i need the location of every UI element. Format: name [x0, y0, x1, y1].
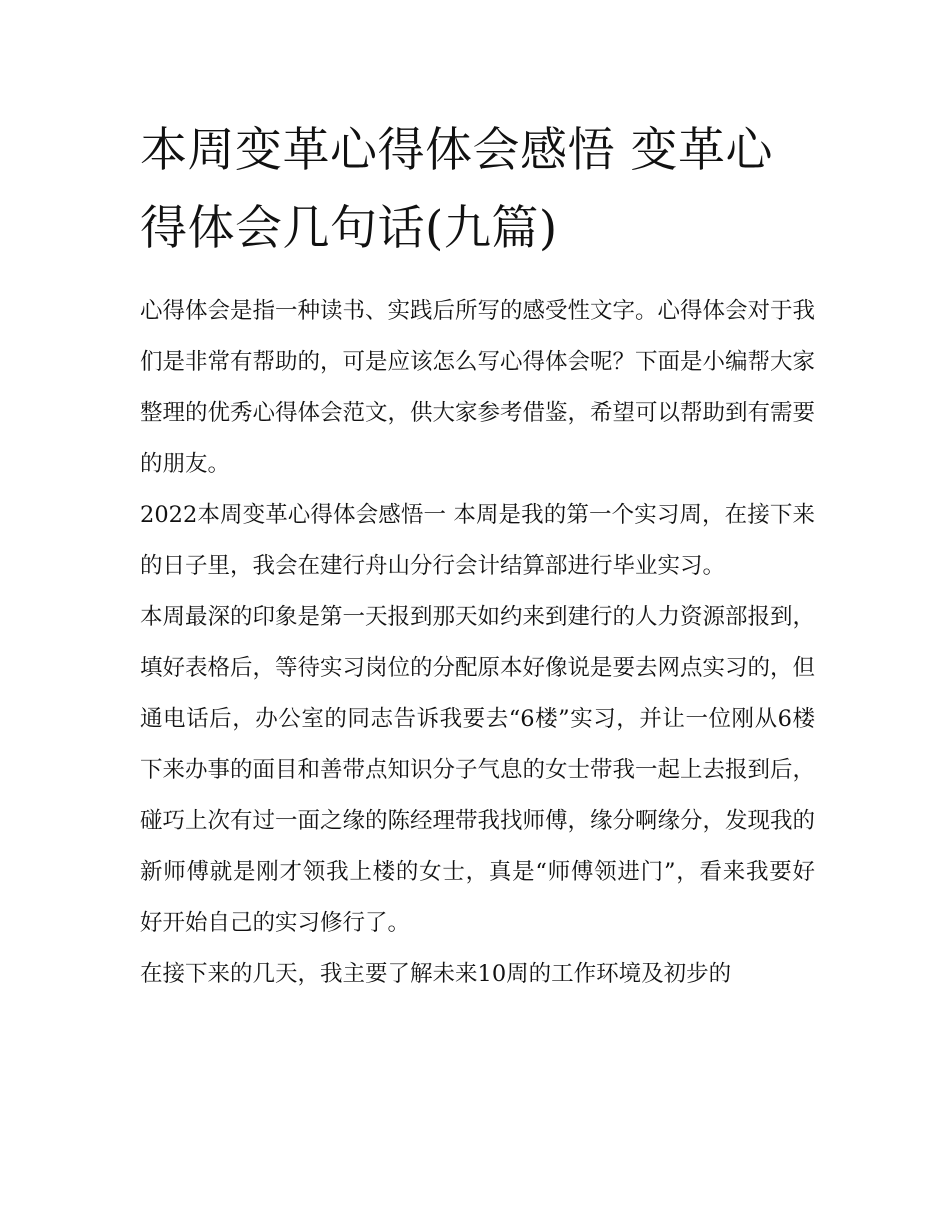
document-page [140, 112, 815, 1000]
document-title: 本周变革心得体会感悟 变革心得体会几句话(九篇) [140, 123, 773, 256]
paragraph-3: 在接下来的几天，我主要了解未来10周的工作环境及初步的 [140, 961, 732, 987]
paragraph-intro: 心得体会是指一种读书、实践后所写的感受性文字。心得体会对于我们是非常有帮助的，可是应该怎么写心得体会呢？下面是小编帮大家整理的优秀心得体会范文，供大家参考借鉴，希望可以帮助到有需要的朋友。 [140, 298, 816, 477]
paragraph-2: 本周最深的印象是第一天报到那天如约来到建行的人力资源部报到，填好表格后，等待实习岗位的分配原本好像说是要去网点实习的，但通电话后，办公室的同志告诉我要去“6楼”实习，并让一位刚从6楼下来办事的面目和善带点知识分子气息的女士带我一起上去报到后，碰巧上次有过一面之缘的陈经理带我找师傅，缘分啊缘分，发现我的新师傅就是刚才领我上楼的女士，真是“师傅领进门”，看来我要好好开始自己的实习修行了。 [140, 604, 816, 936]
paragraph-1: 2022本周变革心得体会感悟一 本周是我的第一个实习周，在接下来的日子里，我会在建行舟山分行会计结算部进行毕业实习。 [140, 502, 815, 579]
